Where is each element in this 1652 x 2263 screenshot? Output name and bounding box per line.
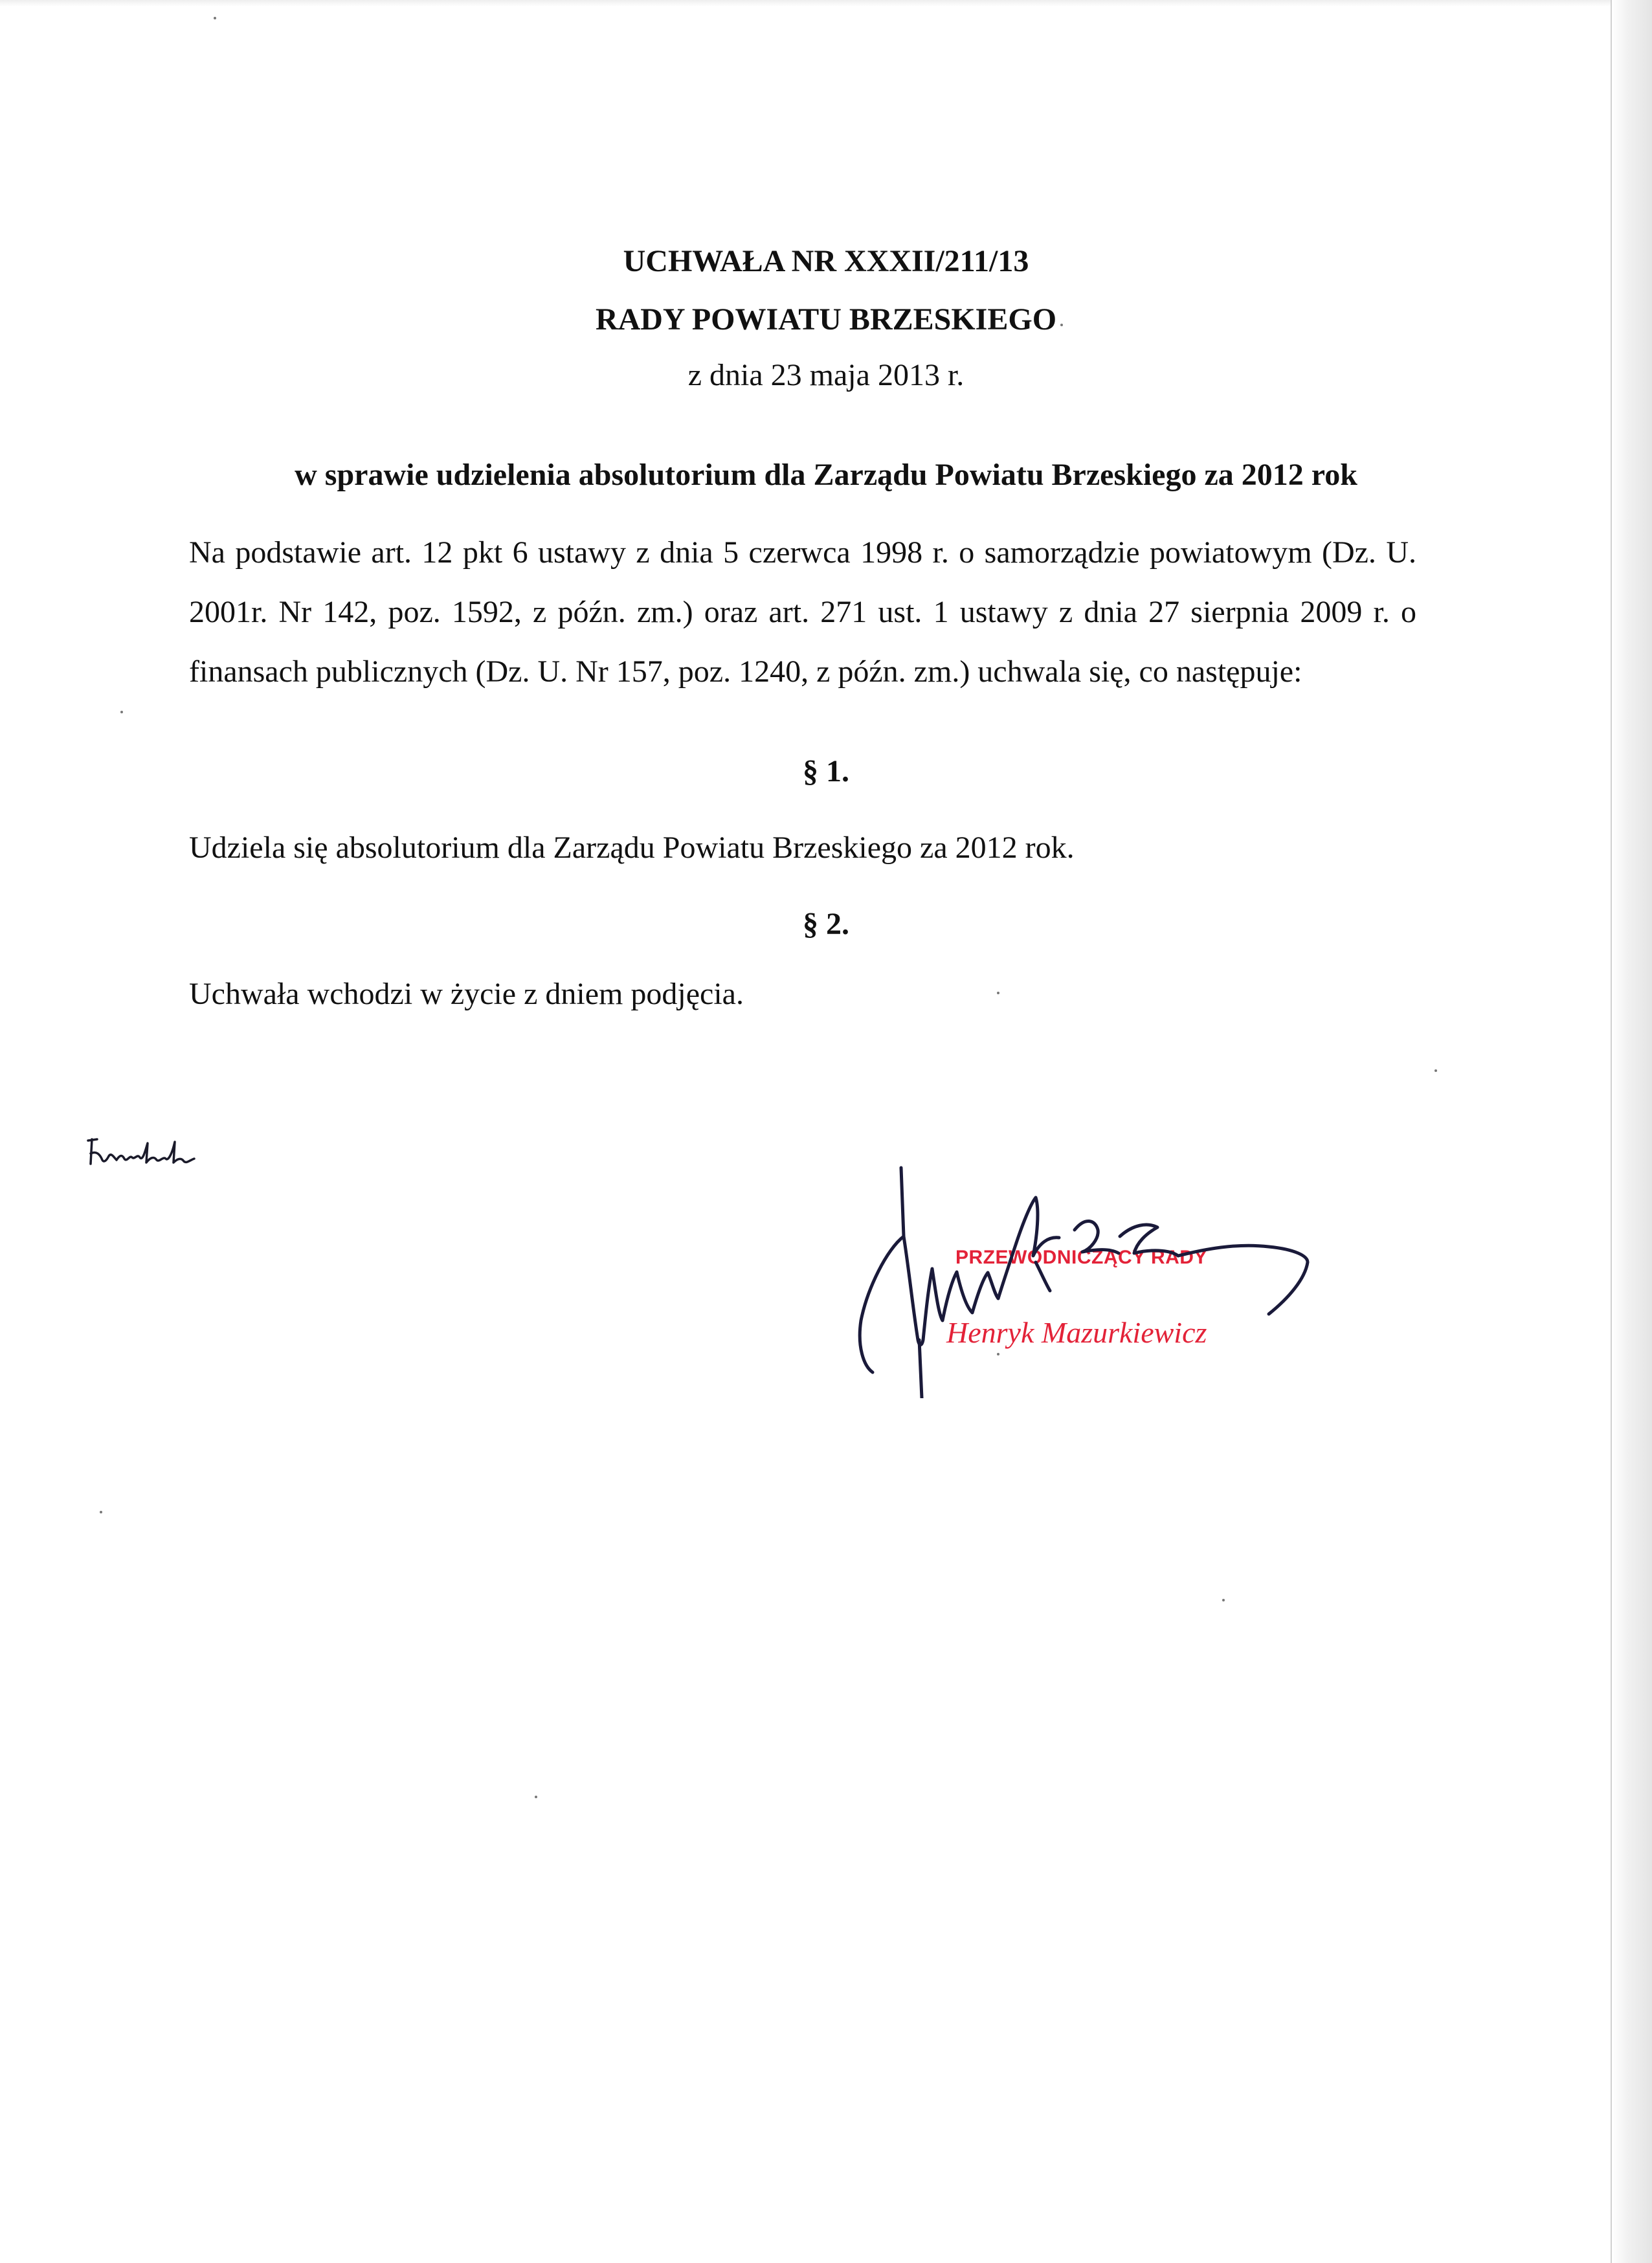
scan-speck — [1060, 324, 1063, 326]
scan-speck — [1222, 1599, 1225, 1601]
handwritten-initials-signature — [83, 1134, 199, 1179]
scan-speck — [120, 711, 123, 713]
section-1-text: Udziela się absolutorium dla Zarządu Powiatu Brzeskiego za 2012 rok. — [189, 831, 1075, 865]
resolution-subject: w sprawie udzielenia absolutorium dla Zarządu Powiatu Brzeskiego za 2012 rok — [295, 458, 1357, 492]
scan-top-edge — [0, 0, 1612, 6]
scan-speck — [1434, 1069, 1437, 1072]
scan-right-edge — [1611, 0, 1652, 2263]
chairman-signature — [842, 1152, 1424, 1398]
scan-speck — [997, 1353, 999, 1355]
scan-speck — [214, 17, 216, 19]
resolution-date: z dnia 23 maja 2013 r. — [687, 358, 965, 392]
scan-speck — [997, 992, 999, 994]
section-2-mark: § 2. — [803, 907, 849, 941]
council-name: RADY POWIATU BRZESKIEGO — [595, 302, 1057, 337]
stamp-chairman-title: PRZEWODNICZĄCY RADY — [955, 1247, 1207, 1268]
section-1-mark: § 1. — [803, 754, 849, 788]
resolution-number: UCHWAŁA NR XXXII/211/13 — [623, 244, 1029, 278]
stamp-chairman-name: Henryk Mazurkiewicz — [946, 1316, 1207, 1349]
section-2-text: Uchwała wchodzi w życie z dniem podjęcia. — [189, 977, 744, 1011]
scan-speck — [100, 1511, 102, 1513]
legal-basis-paragraph: Na podstawie art. 12 pkt 6 ustawy z dnia 5 czerwca 1998 r. o samorządzie powiatowym (Dz. U. 2001r. Nr 142, poz. 1592, z późn. zm.) oraz art. 271 ust. 1 ustawy z dnia 27 sierpnia 2009 r. o finansach publicznych (Dz. U. Nr 157, poz. 1240, z późn. zm.) uchwala się, co następuje: — [189, 535, 1416, 689]
scan-speck — [535, 1796, 537, 1798]
